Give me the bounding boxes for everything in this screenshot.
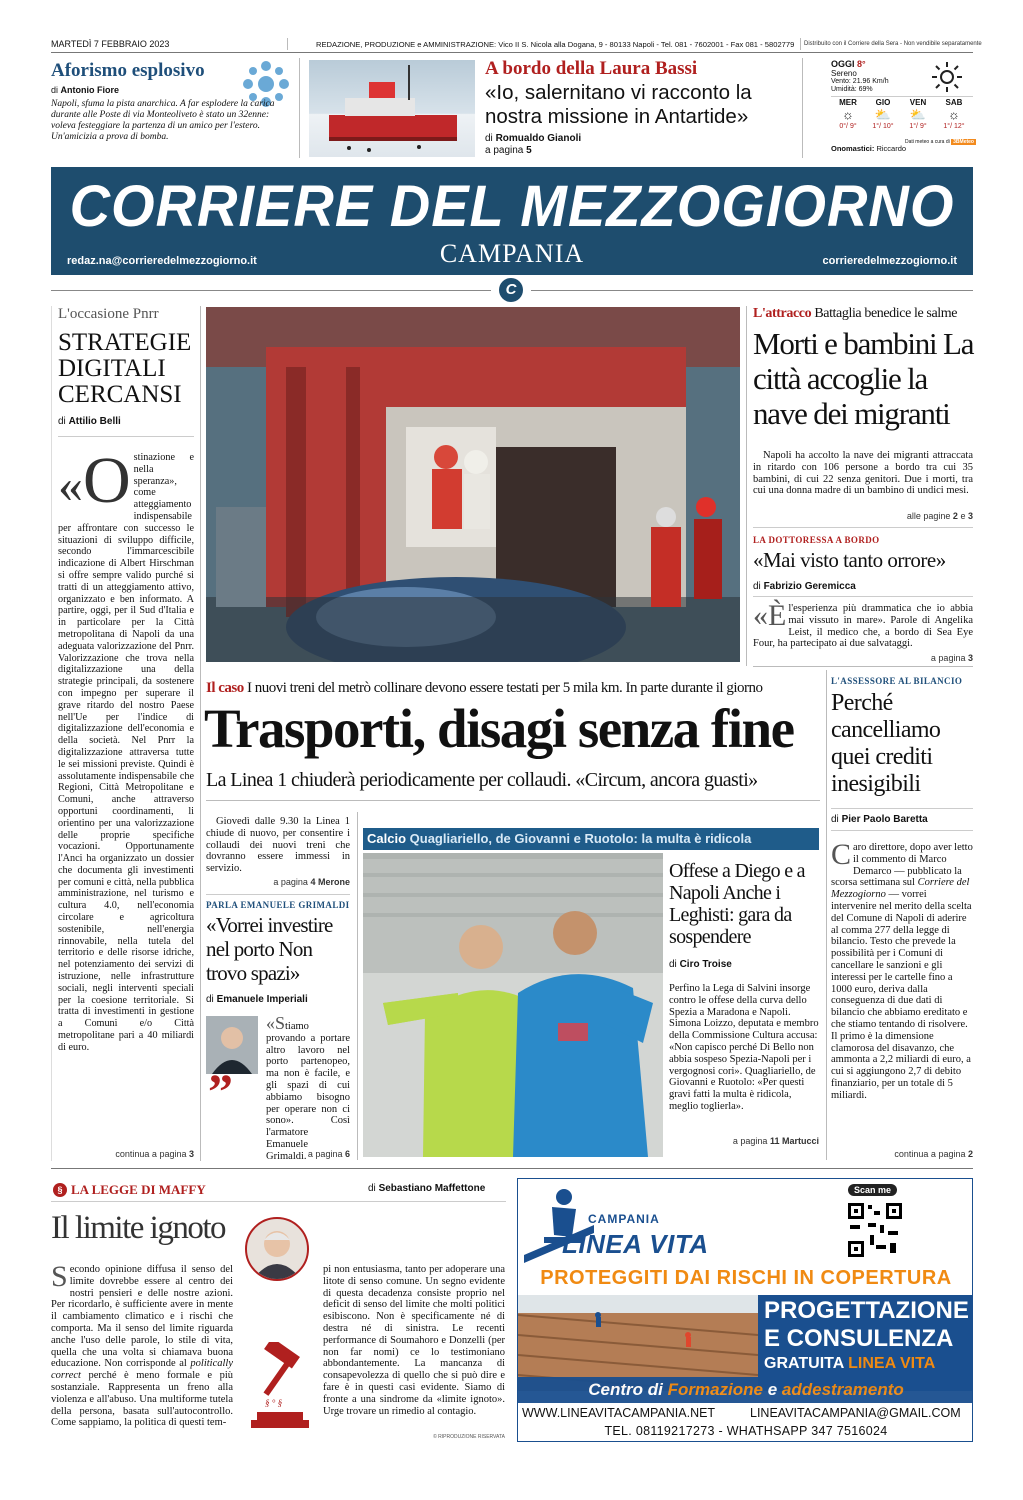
page-prefix: a pagina bbox=[307, 1149, 343, 1159]
byline-prefix: di bbox=[368, 1183, 376, 1194]
dottoressa-author: Fabrizio Geremicca bbox=[763, 581, 856, 592]
page-number: 3 bbox=[967, 653, 973, 663]
ad-brand-main: LINEA VITA bbox=[562, 1229, 709, 1259]
calcio-title[interactable]: Offese a Diego e a Napoli Anche i Leghisti: gara da sospendere bbox=[669, 860, 805, 948]
logo-letter: C bbox=[505, 281, 517, 298]
masthead bbox=[51, 167, 973, 275]
ad-brand-top: CAMPANIA bbox=[588, 1212, 660, 1226]
ad-email[interactable]: LINEAVITACAMPANIA@GMAIL.COM bbox=[750, 1406, 961, 1420]
ad-headline: PROTEGGITI DAI RISCHI IN COPERTURA bbox=[540, 1267, 952, 1289]
weather-day-name: VEN bbox=[909, 98, 927, 107]
page-prefix: a pagina bbox=[485, 145, 524, 156]
partly-cloudy-icon: ⛅ bbox=[909, 107, 927, 122]
editorial-lead: stinazione e nella speranza», come atteggia bbox=[133, 452, 194, 511]
grimaldi-page-ref[interactable] bbox=[206, 1149, 350, 1159]
page-number: 3 bbox=[188, 1149, 194, 1159]
grimaldi-dropcap: S bbox=[275, 1013, 286, 1033]
quote-icon: ” bbox=[208, 1063, 233, 1119]
byline-prefix: di bbox=[51, 85, 59, 95]
bilancio-kicker: L'ASSESSORE AL BILANCIO bbox=[831, 676, 963, 686]
masthead-title[interactable]: CORRIERE DEL MEZZOGIORNO bbox=[69, 172, 955, 239]
maffy-col1 bbox=[51, 1260, 233, 1429]
ad-website[interactable]: WWW.LINEAVITACAMPANIA.NET bbox=[522, 1406, 716, 1420]
byline-prefix: di bbox=[753, 581, 761, 592]
weather-credit bbox=[905, 139, 976, 145]
qr-code-icon[interactable] bbox=[846, 1201, 904, 1259]
calcio-kicker-bar bbox=[363, 828, 819, 850]
dottoressa-title[interactable]: «Mai visto tanto orrore» bbox=[753, 548, 946, 572]
weather-day-name: SAB bbox=[945, 98, 963, 107]
bilancio-byline bbox=[831, 814, 928, 825]
ad-scan-label: Scan me bbox=[848, 1184, 897, 1196]
onomastici-value: Riccardo bbox=[876, 144, 907, 153]
onomastici-label: Onomastici: bbox=[831, 144, 875, 153]
weather-day bbox=[866, 98, 900, 130]
byline-prefix: di bbox=[669, 959, 677, 970]
bilancio-body-a: aro direttore, dopo aver letto il commento di Marco Demarco — pubblicato la scorsa settimana sul bbox=[831, 842, 973, 889]
bilancio-author: Pier Paolo Baretta bbox=[841, 814, 928, 825]
bilancio-continue[interactable] bbox=[831, 1149, 973, 1159]
and-word: e bbox=[960, 511, 966, 521]
pages-prefix: alle pagine bbox=[906, 511, 951, 521]
editorial-dropcap bbox=[58, 444, 131, 517]
weather-today-label bbox=[831, 59, 866, 69]
migranti-kicker bbox=[753, 306, 957, 322]
ad-box-free: GRATUITA bbox=[764, 1355, 844, 1372]
ad-box-line1: PROGETTAZIONE bbox=[764, 1297, 969, 1324]
page-number: 5 bbox=[526, 145, 532, 156]
sun-icon: ☼ bbox=[842, 107, 854, 122]
migranti-text: Napoli ha accolto la nave dei migranti attraccata in ritardo con 106 persone a bordo tra cui 35 bambini, di cui 22 senza genitori. Due i morti, tra cui una donna madre di un bambino di undici mesi. bbox=[753, 450, 973, 497]
antartide-byline bbox=[485, 133, 581, 144]
continue-text: continua a pagina bbox=[115, 1149, 187, 1159]
ad-box-line3 bbox=[764, 1355, 935, 1373]
editorial-continue[interactable] bbox=[58, 1149, 194, 1159]
calcio-author: Ciro Troise bbox=[679, 959, 732, 970]
byline-prefix: di bbox=[206, 994, 214, 1005]
office-address: REDAZIONE, PRODUZIONE e AMMINISTRAZIONE: Vico II S. Nicola alla Dogana, 9 - 80133 Napoli - Tel. 081 - 7602001 - Fax 081 - 5802779 bbox=[316, 40, 795, 49]
masthead-logo-icon bbox=[499, 278, 523, 302]
masthead-site[interactable]: corrieredelmezzogiorno.it bbox=[822, 255, 957, 267]
band-d: addestramento bbox=[781, 1380, 904, 1399]
editorial-body bbox=[58, 444, 194, 1054]
maffy-author: Sebastiano Maffettone bbox=[378, 1183, 486, 1194]
trasporti-kicker-rest: I nuovi treni del metrò collinare devono essere testati per 5 mila km. In parte durante il giorno bbox=[247, 680, 763, 696]
bilancio-title[interactable]: Perché cancelliamo quei crediti inesigibili bbox=[831, 690, 941, 797]
band-a: Centro di bbox=[588, 1380, 663, 1399]
antartide-page-ref[interactable] bbox=[485, 145, 532, 156]
gavel-icon bbox=[245, 1342, 315, 1437]
dottoressa-page-ref[interactable] bbox=[753, 653, 973, 663]
editorial-byline bbox=[58, 416, 121, 427]
weather-wind: Vento: 21.96 Km/h bbox=[831, 78, 889, 85]
weather-day-temp: 1°/ 12° bbox=[943, 123, 965, 130]
sun-icon bbox=[930, 60, 964, 94]
byline-prefix: di bbox=[831, 814, 839, 825]
migranti-kicker-rest: Battaglia benedice le salme bbox=[814, 306, 958, 321]
page-prefix: a pagina bbox=[273, 877, 308, 887]
editorial-title[interactable]: STRATEGIE DIGITALI CERCANSI bbox=[58, 329, 192, 408]
page-a: 2 bbox=[952, 511, 958, 521]
trasporti-kicker bbox=[206, 680, 820, 697]
trasporti-author: Merone bbox=[317, 877, 350, 887]
bilancio-dropcap: C bbox=[831, 838, 852, 871]
editorial-text: mento indispensabile per affrontare con successo le situazioni di sviluppo difficile, secondo l'immarcescibile indicazione di Albert Hirschman si offre sempre valido purché si tratti di un atteggiamento attivo, organizzato e ben informato. A partire, oggi, per il Sud d'Italia e in particolare per la Città metropolitana di Napoli da una adeguata valorizzazione del Pnrr. Valorizzazione che trova nella digitalizzazione una della strategie principali, da sostenere con impegno per superare il grave ritardo del nostro Paese nell'Ue per l'indice di digitalizzazione dell'economia e della società. Nel Pnrr la digitalizzazione attraversa tutte le sei missioni previste. Quindi è assolutamente indispensabile che Regioni, Città Metropolitane e Comuni, anche attraverso opportuni coordinamenti, li orientino per una valorizzazione delle proprie specifiche vocazioni. Opportunamente l'Anci ha organizzato un dossier che documenta gli investimenti per comuni e città, nella pubblica amministrazione, nel turismo e cultura 4.0, nell'economia circolare e agricoltura sostenibile, nell'energia rinnovabile, nella tutela del territorio e delle risorse idriche, nel potenziamento dei servizi di istruzione, nelle infrastrutture sociali, negli interventi speciali per la coesione territoriale. Si tratta di investimenti in gestione a Comuni e/o Città metropolitane pari a 40 miliardi di euro. bbox=[58, 499, 194, 1053]
ad-phone[interactable]: TEL. 08119217273 - WHATHSAPP 347 7516024 bbox=[604, 1424, 888, 1438]
byline-prefix: di bbox=[58, 416, 66, 427]
maffy-icon: § bbox=[53, 1183, 67, 1197]
calcio-page-author: Martucci bbox=[781, 1136, 819, 1146]
partly-cloudy-icon: ⛅ bbox=[874, 107, 892, 122]
bilancio-italic: Corriere del Mezzogiorno bbox=[831, 877, 970, 901]
grimaldi-author: Emanuele Imperiali bbox=[216, 994, 308, 1005]
weather-day bbox=[901, 98, 935, 130]
editorial-kicker: L'occasione Pnrr bbox=[58, 306, 159, 322]
maffy-title[interactable]: Il limite ignoto bbox=[51, 1210, 225, 1246]
today-temp: 8° bbox=[857, 59, 866, 69]
aforisma-byline bbox=[51, 85, 119, 95]
issue-date: MARTEDÌ 7 FEBBRAIO 2023 bbox=[51, 39, 170, 49]
weather-day-temp: 1°/ 9° bbox=[909, 123, 927, 130]
weather-day-name: MER bbox=[839, 98, 857, 107]
weather-day-temp: 1°/ 10° bbox=[872, 123, 894, 130]
linea-vita-ad[interactable] bbox=[517, 1178, 973, 1442]
ad-box-line2: E CONSULENZA bbox=[764, 1325, 954, 1352]
grimaldi-kicker: PARLA EMANUELE GRIMALDI bbox=[206, 900, 350, 910]
today-label: OGGI bbox=[831, 59, 855, 69]
dottoressa-byline bbox=[753, 581, 856, 592]
maffy-col1-a: econdo opinione diffusa il senso del limite dovrebbe essere al centro dei nostri pensieri e delle nostre azioni. Per ricordarlo, è sufficiente avere in mente il cambiamento climatico e i rischi che comporta. Ma il senso del limite riguarda anche l'uso delle parole, lo stile di vita, quella che una volta si chiamava buona educazione. Non corrisponde al bbox=[51, 1264, 233, 1370]
antartide-title[interactable]: «Io, salernitano vi racconto la nostra missione in Antartide» bbox=[485, 81, 752, 128]
weather-day bbox=[937, 98, 971, 130]
calcio-kicker-rest: Quagliariello, de Giovanni e Ruotolo: la multa è ridicola bbox=[409, 831, 752, 846]
page-prefix: a pagina bbox=[732, 1136, 768, 1146]
editorial-author: Attilio Belli bbox=[68, 416, 121, 427]
antarctic-ship-photo[interactable] bbox=[309, 60, 475, 157]
trasporti-page-ref[interactable] bbox=[206, 877, 350, 887]
calcio-page-ref[interactable] bbox=[669, 1136, 819, 1146]
dottoressa-dropcap: «È bbox=[753, 599, 787, 632]
bilancio-text bbox=[831, 838, 973, 1102]
antartide-author: Romualdo Gianoli bbox=[495, 133, 582, 144]
page-number: 4 bbox=[310, 877, 316, 887]
aforisma-author: Antonio Fiore bbox=[60, 85, 120, 95]
trasporti-title[interactable]: Trasporti, disagi senza fine bbox=[204, 698, 794, 759]
dottoressa-text bbox=[753, 599, 973, 650]
ad-training-band bbox=[518, 1377, 973, 1403]
credit-text: Dati meteo a cura di bbox=[905, 139, 950, 145]
distribution-note: Distribuito con il Corriere della Sera - Non vendibile separatamente bbox=[804, 41, 982, 47]
weather-humidity: Umidità: 69% bbox=[831, 86, 873, 93]
grimaldi-title[interactable]: «Vorrei investire nel porto Non trovo spazi» bbox=[206, 913, 333, 985]
antartide-kicker[interactable]: A bordo della Laura Bassi bbox=[485, 58, 698, 79]
byline-prefix: di bbox=[485, 133, 493, 144]
maffy-col2: pi non entusiasma, tanto per adoperare una litote di senso comune. Un segno evidente di questa decadenza consiste proprio nel deficit di senso del limite che molti politici esibiscono. Non è specificamente né di destra né di sinistra. Le recenti performance di Soumahoro e Donzelli (per non far nomi) ce lo testimoniano abbondantemente. La mancanza di consapevolezza di quello che si può dire e fare è in questi casi evidente. Siamo di fronte a una sindrome da «limite ignoto». Urge trovare un rimedio al contagio. bbox=[323, 1264, 505, 1417]
band-b: Formazione bbox=[667, 1380, 763, 1399]
page-prefix: a pagina bbox=[930, 653, 966, 663]
continue-text: continua a pagina bbox=[894, 1149, 966, 1159]
svg-text:§ ° §: § ° § bbox=[265, 1398, 283, 1408]
dottoressa-body: l'esperienza più drammatica che io abbia mai vissuto in mare». Parole di Angelika Leist, il medico che, a bordo di Sea Eye Four, ha partecipato ai due salvataggi. bbox=[753, 603, 973, 650]
migranti-page-ref[interactable] bbox=[753, 511, 973, 521]
migrants-ship-photo[interactable] bbox=[206, 307, 740, 662]
maffettone-portrait[interactable] bbox=[245, 1217, 309, 1281]
sun-icon: ☼ bbox=[948, 107, 960, 122]
ad-box-linea-vita: LINEA VITA bbox=[848, 1355, 936, 1372]
maffy-byline bbox=[368, 1183, 485, 1194]
dropcap-letter: O bbox=[83, 444, 131, 517]
quote-mark: « bbox=[266, 1013, 275, 1033]
referee-football-photo[interactable] bbox=[363, 853, 663, 1157]
calcio-byline bbox=[669, 959, 732, 970]
maffy-col1-italic: politically correct bbox=[51, 1358, 233, 1382]
masthead-email[interactable]: redaz.na@corrieredelmezzogiorno.it bbox=[67, 255, 257, 267]
credit-brand: 3BMeteo bbox=[953, 139, 974, 145]
page-number: 11 bbox=[769, 1136, 780, 1146]
weather-day-name: GIO bbox=[875, 98, 891, 107]
maffy-col1-b: perché è meno formale e più sostanziale. Rappresenta un freno alla violenza e all'abuso. Una multiforme tutela della persona, basata sull'autocontrollo. Come sappiamo, la politica di questi tem- bbox=[51, 1370, 233, 1429]
trasporti-kicker-lead: Il caso bbox=[206, 680, 244, 696]
maffy-rights: © RIPRODUZIONE RISERVATA bbox=[433, 1434, 505, 1440]
weather-day-temp: 0°/ 9° bbox=[839, 123, 857, 130]
grimaldi-body: tiamo provando a portare altro lavoro nel porto partenopeo, ma non è facile, e gli spazi di cui abbiamo bisogno per operare non ci sono». Così l'armatore Emanuele Grimaldi. bbox=[266, 1021, 350, 1162]
masthead-edition: CAMPANIA bbox=[439, 239, 585, 268]
weather-today-desc: Sereno bbox=[831, 69, 857, 78]
trasporti-subtitle: La Linea 1 chiuderà periodicamente per collaudi. «Circum, ancora guasti» bbox=[206, 769, 758, 791]
maffy-kicker: LA LEGGE DI MAFFY bbox=[71, 1182, 206, 1197]
grimaldi-text bbox=[206, 1013, 350, 1163]
bilancio-body-b: — vorrei intervenire nel merito della scelta del Comune di Napoli di aderire al comma 277 della legge di bilancio. Testo che prevede la possibilità per i Comuni di cancellare le sanzioni e gli interessi per le cartelle fino a 1000 euro, deriva dalla conseguenza di due dati di bilancio che abbiamo ereditato e che stiamo tentando di risolvere. Il primo è la dimensione clamorosa del disavanzo, che ammonta a 2,2 miliardi di euro, a cui si aggiungono 2,7 di debito finanziario, per un totale di 5 miliardi. bbox=[831, 889, 972, 1101]
aforisma-text: Napoli, sfuma la pista anarchica. A far esplodere la carica durante alle Poste di via Monteoliveto è stato un 32enne: voleva festeggiare la partenza di un amico per l'estero. Un'amicizia a prova di bomba. bbox=[51, 99, 275, 142]
page-b: 3 bbox=[967, 511, 973, 521]
migranti-kicker-lead: L'attracco bbox=[753, 306, 812, 321]
aforisma-title[interactable]: Aforismo esplosivo bbox=[51, 60, 205, 81]
calcio-text: Perfino la Lega di Salvini insorge contro le offese della curva dello Spezia a Maradona e Napoli. Simona Loizzo, deputata e membro della Commissione Cultura accusa: «Non capisco perché Di Bello non abbia sospeso Spezia-Napoli per i vergognosi cori». Quagliariello, de Giovanni e Ruotolo: «Per questi gravi fatti la multa è ridicola, meglio toglierla». bbox=[669, 983, 819, 1112]
page-number: 6 bbox=[344, 1149, 350, 1159]
onomastici bbox=[831, 144, 906, 153]
grimaldi-byline bbox=[206, 994, 308, 1005]
band-c: e bbox=[767, 1380, 778, 1399]
quote-mark: « bbox=[58, 457, 83, 513]
migranti-title[interactable]: Morti e bambini La città accoglie la nave dei migranti bbox=[753, 326, 974, 431]
calcio-kicker-lead: Calcio bbox=[367, 831, 407, 846]
weather-day bbox=[831, 98, 865, 130]
trasporti-text: Giovedì dalle 9.30 la Linea 1 chiude di nuovo, per consentire i collaudi dei nuovi treni che dovranno essere immessi in servizio. bbox=[206, 816, 350, 875]
page-number: 2 bbox=[967, 1149, 973, 1159]
maffy-dropcap: S bbox=[51, 1260, 68, 1293]
dottoressa-kicker: LA DOTTORESSA A BORDO bbox=[753, 535, 880, 545]
